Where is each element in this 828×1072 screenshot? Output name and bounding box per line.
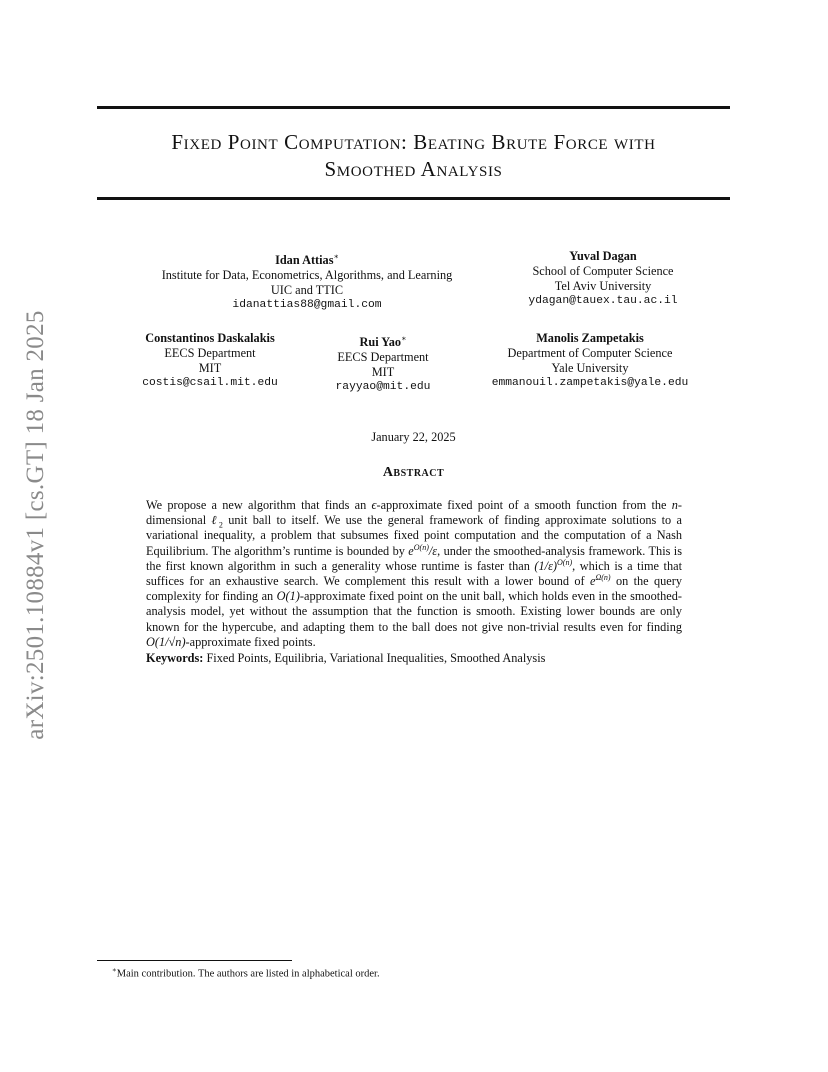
author-block-zampetakis [470, 331, 710, 391]
author-email[interactable]: costis@csail.mit.edu [142, 377, 278, 389]
keywords-label: Keywords: [146, 651, 204, 665]
footnote [112, 964, 380, 981]
author-block-dagan [503, 249, 703, 309]
author-affiliation: Institute for Data, Econometrics, Algorithms, and Learning [161, 268, 453, 283]
author-name: Constantinos Daskalakis [145, 331, 275, 345]
author-email[interactable]: rayyao@mit.edu [335, 381, 431, 394]
author-footnote-mark: ∗ [333, 252, 339, 261]
author-block-attias [127, 249, 487, 313]
author-name: Yuval Dagan [569, 249, 637, 263]
author-affiliation: MIT [371, 365, 395, 380]
author-affiliation: Tel Aviv University [554, 279, 652, 293]
title-top-rule [97, 106, 730, 109]
title-bottom-rule [97, 197, 730, 200]
footnote-rule [97, 960, 292, 961]
author-email[interactable]: ydagan@tauex.tau.ac.il [528, 295, 678, 307]
paper-title-line-2: Smoothed Analysis [324, 157, 503, 181]
author-affiliation: EECS Department [164, 346, 256, 360]
author-affiliation: MIT [198, 361, 222, 375]
author-email[interactable]: emmanouil.zampetakis@yale.edu [491, 377, 689, 389]
author-block-yao [313, 331, 453, 395]
author-footnote-mark: ∗ [401, 334, 407, 343]
publication-date: January 22, 2025 [371, 430, 456, 444]
author-affiliation: UIC and TTIC [270, 283, 344, 298]
author-affiliation: Yale University [551, 361, 629, 375]
author-email[interactable]: idanattias88@gmail.com [232, 299, 382, 312]
keywords-line [146, 651, 682, 666]
footnote-mark: ∗ [112, 966, 117, 974]
author-block-daskalakis [120, 331, 300, 391]
paper-title-line-1: Fixed Point Computation: Beating Brute Force with [171, 130, 656, 154]
author-affiliation: School of Computer Science [532, 264, 674, 278]
keywords-text: Fixed Points, Equilibria, Variational Inequalities, Smoothed Analysis [206, 651, 546, 665]
author-name: Manolis Zampetakis [536, 331, 644, 345]
abstract-body: We propose a new algorithm that finds an ϵ-approximate fixed point of a smooth function from the n-dimensional ℓ$_2$ unit ball to itself. We use the general framework of finding approximate solutions to a variational inequality, a problem that subsumes fixed point computation and the computation of a Nash Equilibrium. The algorithm’s runtime is bounded by $e^{O(n)}/\varepsilon$, under the smoothed-analysis framework. This is the first known algorithm in such a generality whose runtime is faster than $(1/\varepsilon)^{O(n)}$, which is a time that suffices for an exhaustive search. We complement this result with a lower bound of $e^{\Omega(n)}$ on the query complexity for finding an O(1)-approximate fixed point on the unit ball, which holds even in the smoothed-analysis model, yet without the assumption that the function is smooth. Existing lower bounds are only known for the hypercube, and adapting them to the ball does not give non-trivial results even for finding O(1/√n)-approximate fixed points. [146, 498, 683, 649]
footnote-text: Main contribution. The authors are listed in alphabetical order. [116, 968, 380, 980]
paper-title [97, 129, 730, 183]
author-name: Idan Attias∗ [275, 252, 339, 268]
author-name: Rui Yao∗ [359, 334, 407, 350]
arxiv-identifier-stamp: arXiv:2501.10884v1 [cs.GT] 18 Jan 2025 [22, 310, 49, 740]
abstract-heading: Abstract [382, 465, 445, 480]
author-affiliation: Department of Computer Science [507, 346, 673, 360]
author-affiliation: EECS Department [337, 350, 429, 365]
